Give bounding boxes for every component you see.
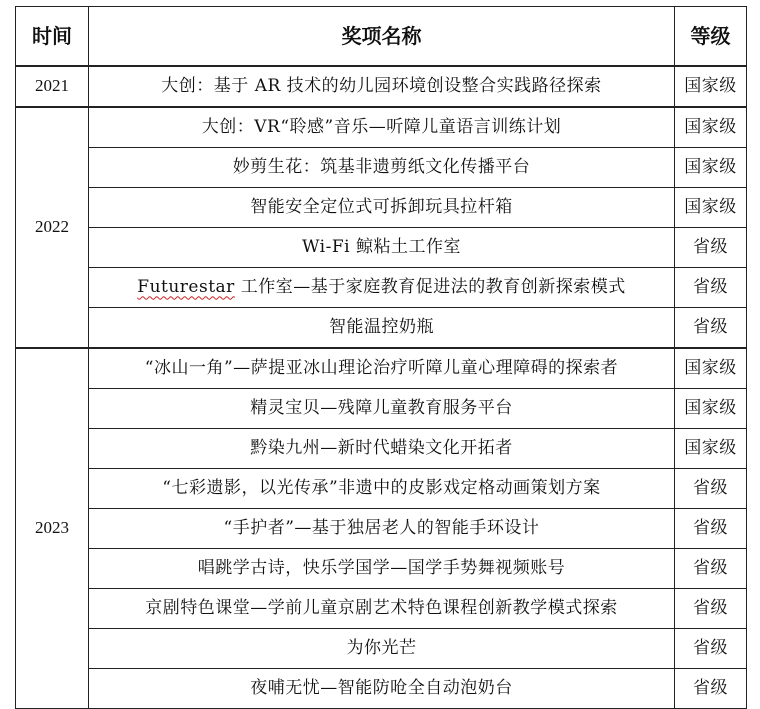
header-year: 时间 — [16, 7, 89, 67]
award-level-cell: 省级 — [675, 308, 747, 349]
table-row — [16, 429, 747, 469]
award-name-cell: 智能温控奶瓶 — [89, 308, 675, 349]
award-name-cell: 大创：VR“聆感”音乐—听障儿童语言训练计划 — [89, 107, 675, 148]
header-row — [16, 7, 747, 67]
table-row — [16, 228, 747, 268]
award-name-cell: 黔染九州—新时代蜡染文化开拓者 — [89, 429, 675, 469]
award-level-cell: 国家级 — [675, 188, 747, 228]
table-row — [16, 509, 747, 549]
award-name-cell: 智能安全定位式可拆卸玩具拉杆箱 — [89, 188, 675, 228]
award-name-cell: 大创：基于 AR 技术的幼儿园环境创设整合实践路径探索 — [89, 66, 675, 107]
award-level-cell: 国家级 — [675, 107, 747, 148]
year-cell: 2021 — [16, 66, 89, 107]
table-row — [16, 308, 747, 349]
award-level-cell: 省级 — [675, 629, 747, 669]
spellcheck-underlined-word: Futurestar — [137, 277, 235, 298]
table-row — [16, 148, 747, 188]
award-level-cell: 省级 — [675, 469, 747, 509]
award-name-cell: 为你光芒 — [89, 629, 675, 669]
table-row — [16, 66, 747, 107]
award-name-cell: 精灵宝贝—残障儿童教育服务平台 — [89, 389, 675, 429]
award-level-cell: 省级 — [675, 268, 747, 308]
year-cell: 2022 — [16, 107, 89, 348]
header-name: 奖项名称 — [89, 7, 675, 67]
award-name-cell: Wi-Fi 鲸粘土工作室 — [89, 228, 675, 268]
award-level-cell: 国家级 — [675, 348, 747, 389]
table-row — [16, 589, 747, 629]
award-level-cell: 省级 — [675, 549, 747, 589]
year-cell: 2023 — [16, 348, 89, 709]
award-name-rest: 工作室—基于家庭教育促进法的教育创新探索模式 — [234, 277, 626, 298]
table-row — [16, 629, 747, 669]
award-level-cell: 国家级 — [675, 148, 747, 188]
table-row — [16, 268, 747, 308]
award-level-cell: 省级 — [675, 589, 747, 629]
award-name-cell: “手护者”—基于独居老人的智能手环设计 — [89, 509, 675, 549]
table-row — [16, 107, 747, 148]
award-level-cell: 国家级 — [675, 429, 747, 469]
table-row — [16, 549, 747, 589]
award-name-cell: 唱跳学古诗，快乐学国学—国学手势舞视频账号 — [89, 549, 675, 589]
awards-table — [15, 6, 747, 709]
award-name-cell — [89, 268, 675, 308]
award-name-cell: 妙剪生花：筑基非遗剪纸文化传播平台 — [89, 148, 675, 188]
award-level-cell: 省级 — [675, 509, 747, 549]
award-level-cell: 省级 — [675, 669, 747, 709]
table-row — [16, 389, 747, 429]
award-level-cell: 国家级 — [675, 389, 747, 429]
table-row — [16, 669, 747, 709]
award-name-cell: “冰山一角”—萨提亚冰山理论治疗听障儿童心理障碍的探索者 — [89, 348, 675, 389]
table-row — [16, 348, 747, 389]
award-name-cell: 夜哺无忧—智能防呛全自动泡奶台 — [89, 669, 675, 709]
table-row — [16, 188, 747, 228]
award-level-cell: 省级 — [675, 228, 747, 268]
award-name-cell: “七彩遗影，以光传承”非遗中的皮影戏定格动画策划方案 — [89, 469, 675, 509]
table-row — [16, 469, 747, 509]
award-level-cell: 国家级 — [675, 66, 747, 107]
header-level: 等级 — [675, 7, 747, 67]
award-name-cell: 京剧特色课堂—学前儿童京剧艺术特色课程创新教学模式探索 — [89, 589, 675, 629]
